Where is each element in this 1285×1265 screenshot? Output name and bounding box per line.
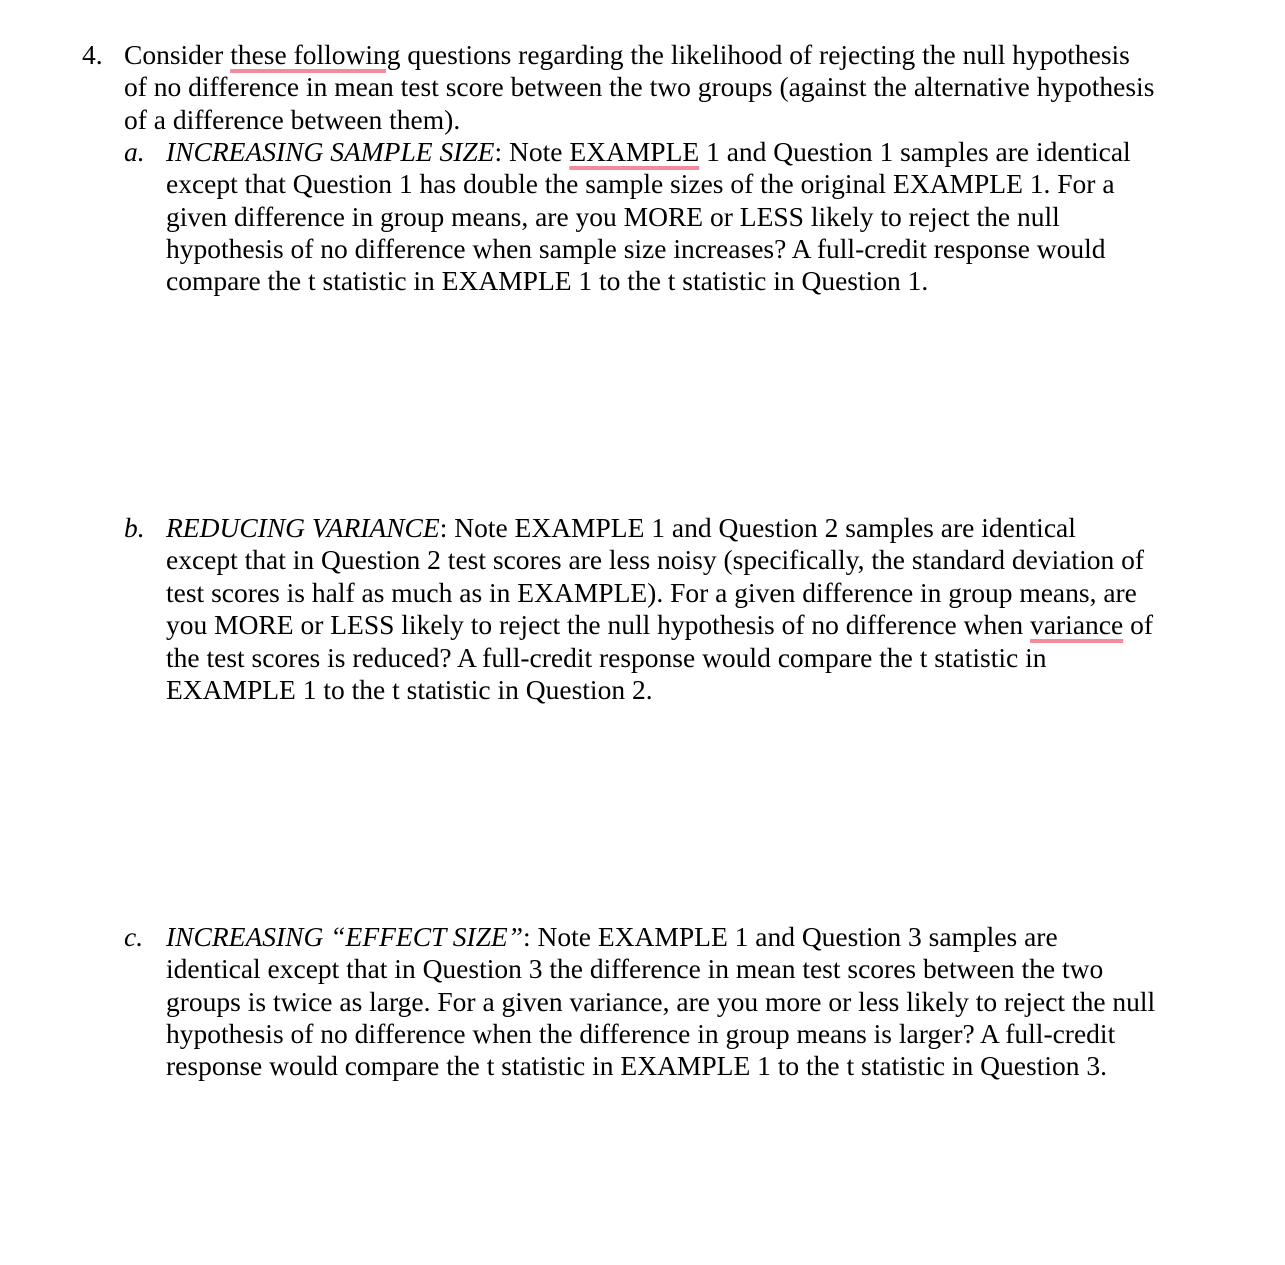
part-b-line-5: the test scores is reduced? A full-credit response would compare the t statistic in bbox=[166, 642, 1047, 673]
question-line-3: of a difference between them). bbox=[124, 104, 461, 135]
part-a-line-5: compare the t statistic in EXAMPLE 1 to the t statistic in Question 1. bbox=[166, 265, 929, 296]
part-c-line-4: hypothesis of no difference when the difference in group means is larger? A full-credit bbox=[166, 1018, 1116, 1049]
text-run: you MORE or LESS likely to reject the null hypothesis of no difference when bbox=[166, 609, 1031, 640]
part-a-line-2: except that Question 1 has double the sample sizes of the original EXAMPLE 1. For a bbox=[166, 168, 1115, 199]
text-run: : Note bbox=[494, 136, 570, 167]
part-b-line-4 bbox=[166, 609, 1153, 641]
text-run: : Note EXAMPLE 1 and Question 3 samples are bbox=[523, 921, 1058, 952]
question-line-1 bbox=[124, 39, 1130, 71]
part-b-line-2: except that in Question 2 test scores are less noisy (specifically, the standard deviation of bbox=[166, 544, 1144, 575]
spelling-flag[interactable]: variance bbox=[1030, 609, 1124, 640]
question-number: 4. bbox=[82, 39, 103, 70]
spelling-flag[interactable]: EXAMPLE bbox=[569, 136, 700, 167]
part-a-line-4: hypothesis of no difference when sample size increases? A full-credit response would bbox=[166, 233, 1106, 264]
text-run: : Note EXAMPLE 1 and Question 2 samples are identical bbox=[439, 512, 1076, 543]
spelling-flag[interactable]: these following bbox=[230, 39, 401, 70]
part-b-line-3: test scores is half as much as in EXAMPLE). For a given difference in group means, are bbox=[166, 577, 1137, 608]
part-c-label: c. bbox=[124, 921, 144, 952]
part-c-title: INCREASING “EFFECT SIZE” bbox=[166, 921, 524, 952]
part-c-line-2: identical except that in Question 3 the difference in mean test scores between the two bbox=[166, 953, 1104, 984]
part-a-line-1 bbox=[166, 136, 1131, 168]
part-b-label: b. bbox=[124, 512, 145, 543]
part-b-title: REDUCING VARIANCE bbox=[166, 512, 440, 543]
part-c-line-5: response would compare the t statistic in EXAMPLE 1 to the t statistic in Question 3. bbox=[166, 1050, 1107, 1081]
part-c-line-3: groups is twice as large. For a given variance, are you more or less likely to reject the null bbox=[166, 986, 1156, 1017]
text-run: 1 and Question 1 samples are identical bbox=[699, 136, 1131, 167]
text-run: questions regarding the likelihood of rejecting the null hypothesis bbox=[400, 39, 1130, 70]
question-line-2: of no difference in mean test score between the two groups (against the alternative hypothesis bbox=[124, 71, 1155, 102]
part-a-label: a. bbox=[124, 136, 145, 167]
part-b-line-1 bbox=[166, 512, 1076, 544]
text-run: of bbox=[1123, 609, 1153, 640]
part-c-line-1 bbox=[166, 921, 1058, 953]
part-a-title: INCREASING SAMPLE SIZE bbox=[166, 136, 495, 167]
text-run: Consider bbox=[124, 39, 231, 70]
part-a-line-3: given difference in group means, are you MORE or LESS likely to reject the null bbox=[166, 201, 1060, 232]
part-b-line-6: EXAMPLE 1 to the t statistic in Question 2. bbox=[166, 674, 653, 705]
